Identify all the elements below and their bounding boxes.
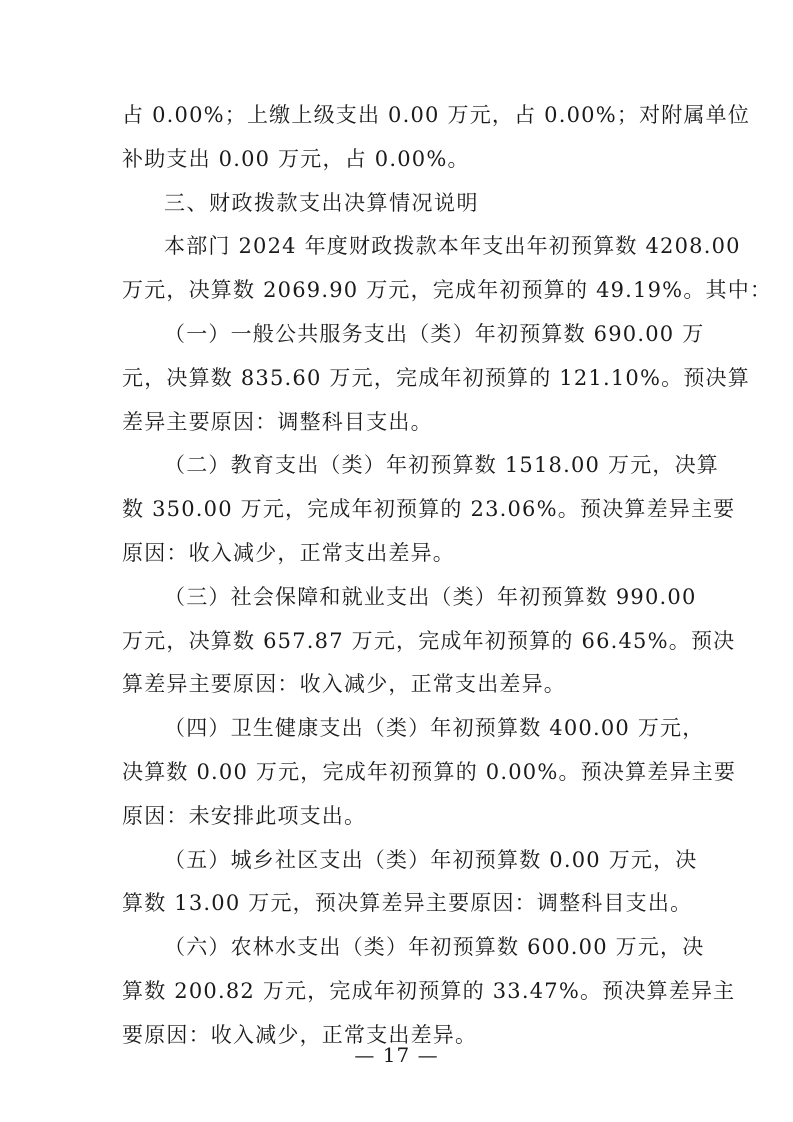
paragraph-line: （一）一般公共服务支出（类）年初预算数 690.00 万 bbox=[164, 322, 705, 346]
page-number: — 17 — bbox=[354, 1043, 439, 1067]
paragraph-line: 原因：收入减少，正常支出差异。 bbox=[122, 541, 455, 565]
paragraph-line: 万元，决算数 2069.90 万元，完成年初预算的 49.19%。其中： bbox=[122, 278, 773, 302]
paragraph-line: 元，决算数 835.60 万元，完成年初预算的 121.10%。预决算 bbox=[122, 366, 750, 390]
paragraph-line: （五）城乡社区支出（类）年初预算数 0.00 万元，决 bbox=[164, 848, 698, 872]
paragraph-line: 数 350.00 万元，完成年初预算的 23.06%。预决算差异主要 bbox=[122, 497, 736, 521]
paragraph-line: 补助支出 0.00 万元，占 0.00%。 bbox=[122, 147, 470, 171]
paragraph-line: 万元，决算数 657.87 万元，完成年初预算的 66.45%。预决 bbox=[122, 629, 736, 653]
section-heading: 三、财政拨款支出决算情况说明 bbox=[164, 191, 479, 215]
paragraph-line: 占 0.00%；上缴上级支出 0.00 万元，占 0.00%；对附属单位 bbox=[122, 103, 751, 127]
paragraph-line: 原因：未安排此项支出。 bbox=[122, 804, 367, 828]
paragraph-line: （四）卫生健康支出（类）年初预算数 400.00 万元， bbox=[164, 716, 705, 740]
paragraph-line: （六）农林水支出（类）年初预算数 600.00 万元，决 bbox=[164, 935, 705, 959]
paragraph-line: （二）教育支出（类）年初预算数 1518.00 万元，决算 bbox=[164, 453, 719, 477]
paragraph-line: 决算数 0.00 万元，完成年初预算的 0.00%。预决算差异主要 bbox=[122, 760, 737, 784]
paragraph-line: 差异主要原因：调整科目支出。 bbox=[122, 410, 433, 434]
paragraph-line: 算数 200.82 万元，完成年初预算的 33.47%。预决算差异主 bbox=[122, 979, 736, 1003]
paragraph-line: （三）社会保障和就业支出（类）年初预算数 990.00 bbox=[164, 585, 697, 609]
paragraph-line: 算差异主要原因：收入减少，正常支出差异。 bbox=[122, 672, 566, 696]
paragraph-line: 要原因：收入减少，正常支出差异。 bbox=[122, 1023, 478, 1047]
paragraph-line: 算数 13.00 万元，预决算差异主要原因：调整科目支出。 bbox=[122, 891, 693, 915]
paragraph-line: 本部门 2024 年度财政拨款本年支出年初预算数 4208.00 bbox=[164, 234, 741, 258]
